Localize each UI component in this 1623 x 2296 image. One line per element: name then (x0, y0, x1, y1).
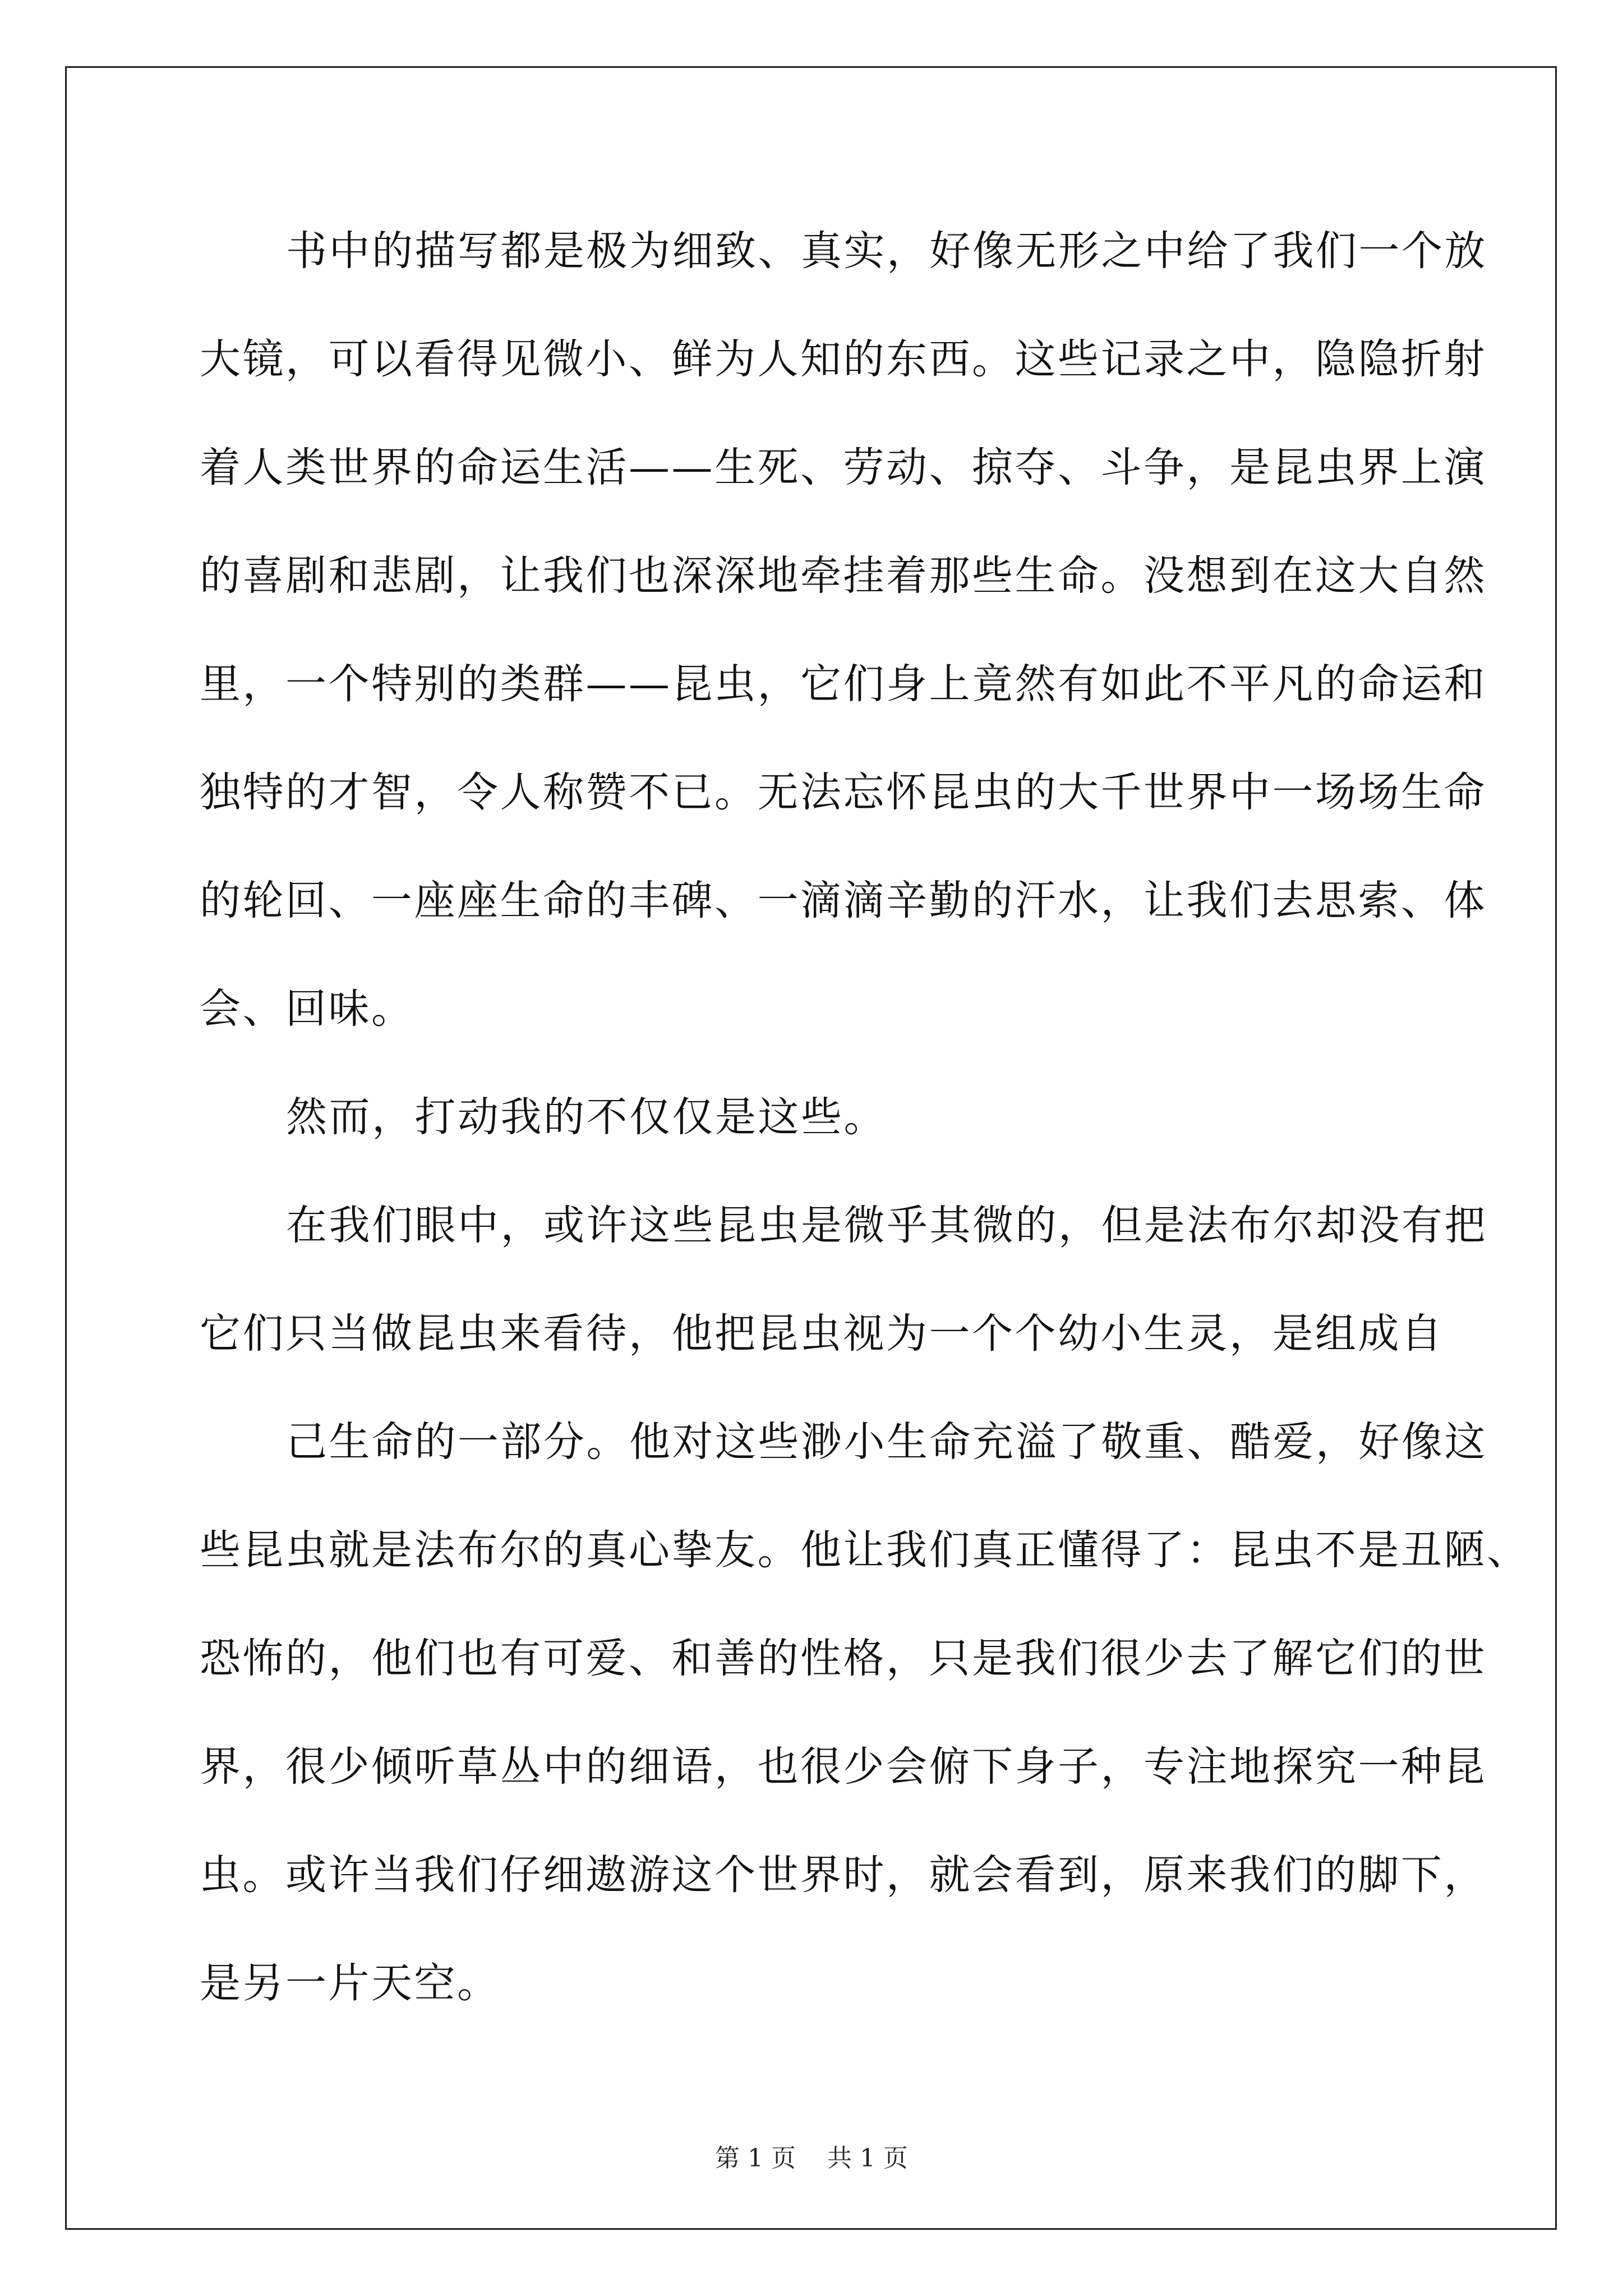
page-number-footer: 第 1 页 共 1 页 (715, 2144, 908, 2173)
text-line: 界，很少倾听草丛中的细语，也很少会俯下身子，专注地探究一种昆 (200, 1743, 1487, 1791)
text-line: 虫。或许当我们仔细遨游这个世界时，就会看到，原来我们的脚下， (200, 1851, 1487, 1899)
text-line: 会、回味。 (200, 985, 414, 1033)
text-line: 它们只当做昆虫来看待，他把昆虫视为一个个幼小生灵，是组成自 (200, 1310, 1444, 1358)
text-line: 是另一片天空。 (200, 1959, 500, 2007)
text-line: 书中的描写都是极为细致、真实，好像无形之中给了我们一个放 (286, 227, 1487, 275)
text-line: 然而，打动我的不仅仅是这些。 (286, 1093, 887, 1141)
text-line: 恐怖的，他们也有可爱、和善的性格，只是我们很少去了解它们的世 (200, 1635, 1487, 1682)
text-line: 己生命的一部分。他对这些渺小生命充溢了敬重、酷爱，好像这 (286, 1418, 1487, 1466)
text-line: 的喜剧和悲剧，让我们也深深地牵挂着那些生命。没想到在这大自然 (200, 552, 1487, 600)
text-line: 在我们眼中，或许这些昆虫是微乎其微的，但是法布尔却没有把 (286, 1202, 1487, 1249)
text-line: 独特的才智，令人称赞不已。无法忘怀昆虫的大千世界中一场场生命 (200, 769, 1487, 816)
text-line: 里，一个特别的类群——昆虫，它们身上竟然有如此不平凡的命运和 (200, 660, 1487, 708)
text-line: 些昆虫就是法布尔的真心挚友。他让我们真正懂得了：昆虫不是丑陋、 (200, 1526, 1530, 1574)
page-border (65, 66, 1557, 2230)
text-line: 的轮回、一座座生命的丰碑、一滴滴辛勤的汗水，让我们去思索、体 (200, 877, 1487, 924)
text-line: 大镜，可以看得见微小、鲜为人知的东西。这些记录之中，隐隐折射 (200, 335, 1487, 383)
text-line: 着人类世界的命运生活——生死、劳动、掠夺、斗争，是昆虫界上演 (200, 444, 1487, 491)
